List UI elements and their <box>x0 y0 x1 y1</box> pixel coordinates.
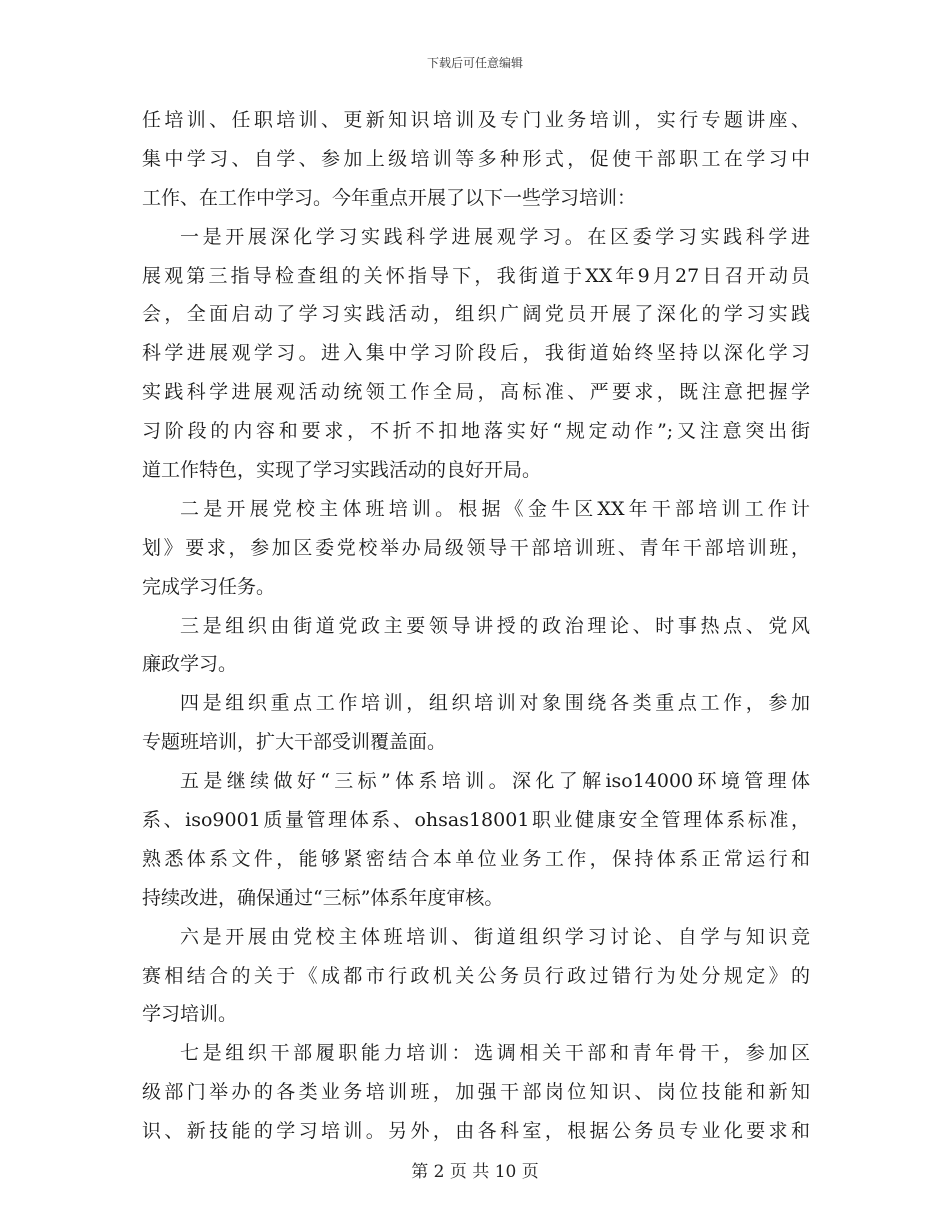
text-line: 熟悉体系文件，能够紧密结合本单位业务工作，保持体系正常运行和 <box>142 847 810 870</box>
text-line: 赛相结合的关于《成都市行政机关公务员行政过错行为处分规定》的 <box>142 964 810 987</box>
page-header-note: 下载后可任意编辑 <box>426 56 523 70</box>
text-line: 展观第三指导检查组的关怀指导下，我街道于XX年9月27日召开动员 <box>142 264 810 287</box>
text-line: 道工作特色，实现了学习实践活动的良好开局。 <box>142 459 542 482</box>
text-line: 系、iso9001质量管理体系、ohsas18001职业健康安全管理体系标准， <box>142 809 810 832</box>
text-line: 识、新技能的学习培训。另外，由各科室，根据公务员专业化要求和 <box>142 1120 810 1143</box>
page-number: 第 2 页 共 10 页 <box>411 1162 539 1182</box>
text-line: 专题班培训，扩大干部受训覆盖面。 <box>142 731 447 754</box>
text-line: 六是开展由党校主体班培训、街道组织学习讨论、自学与知识竞 <box>180 925 810 948</box>
text-line: 五是继续做好“三标”体系培训。深化了解iso14000环境管理体 <box>180 770 810 793</box>
text-line: 廉政学习。 <box>142 653 238 676</box>
text-line: 划》要求，参加区委党校举办局级领导干部培训班、青年干部培训班， <box>142 536 810 559</box>
text-line: 习阶段的内容和要求，不折不扣地落实好“规定动作”;又注意突出街 <box>142 420 810 443</box>
text-line: 科学进展观学习。进入集中学习阶段后，我街道始终坚持以深化学习 <box>142 342 810 365</box>
text-line: 完成学习任务。 <box>142 575 276 598</box>
text-line: 持续改进，确保通过“三标”体系年度审核。 <box>142 886 504 909</box>
text-line: 学习培训。 <box>142 1003 238 1026</box>
text-line: 一是开展深化学习实践科学进展观学习。在区委学习实践科学进 <box>180 225 810 248</box>
text-line: 任培训、任职培训、更新知识培训及专门业务培训，实行专题讲座、 <box>142 109 810 131</box>
text-line: 级部门举办的各类业务培训班，加强干部岗位知识、岗位技能和新知 <box>142 1081 810 1104</box>
text-line: 工作、在工作中学习。今年重点开展了以下一些学习培训： <box>142 186 637 209</box>
text-line: 实践科学进展观活动统领工作全局，高标准、严要求，既注意把握学 <box>142 381 810 404</box>
text-line: 三是组织由街道党政主要领导讲授的政治理论、时事热点、党风 <box>180 614 810 637</box>
text-line: 会，全面启动了学习实践活动，组织广阔党员开展了深化的学习实践 <box>142 303 810 326</box>
document-body <box>142 101 810 1151</box>
text-line: 七是组织干部履职能力培训：选调相关干部和青年骨干，参加区 <box>180 1042 810 1065</box>
text-line: 集中学习、自学、参加上级培训等多种形式，促使干部职工在学习中 <box>142 147 810 170</box>
text-line: 四是组织重点工作培训，组织培训对象围绕各类重点工作，参加 <box>180 692 810 715</box>
text-line: 二是开展党校主体班培训。根据《金牛区XX年干部培训工作计 <box>180 497 810 520</box>
